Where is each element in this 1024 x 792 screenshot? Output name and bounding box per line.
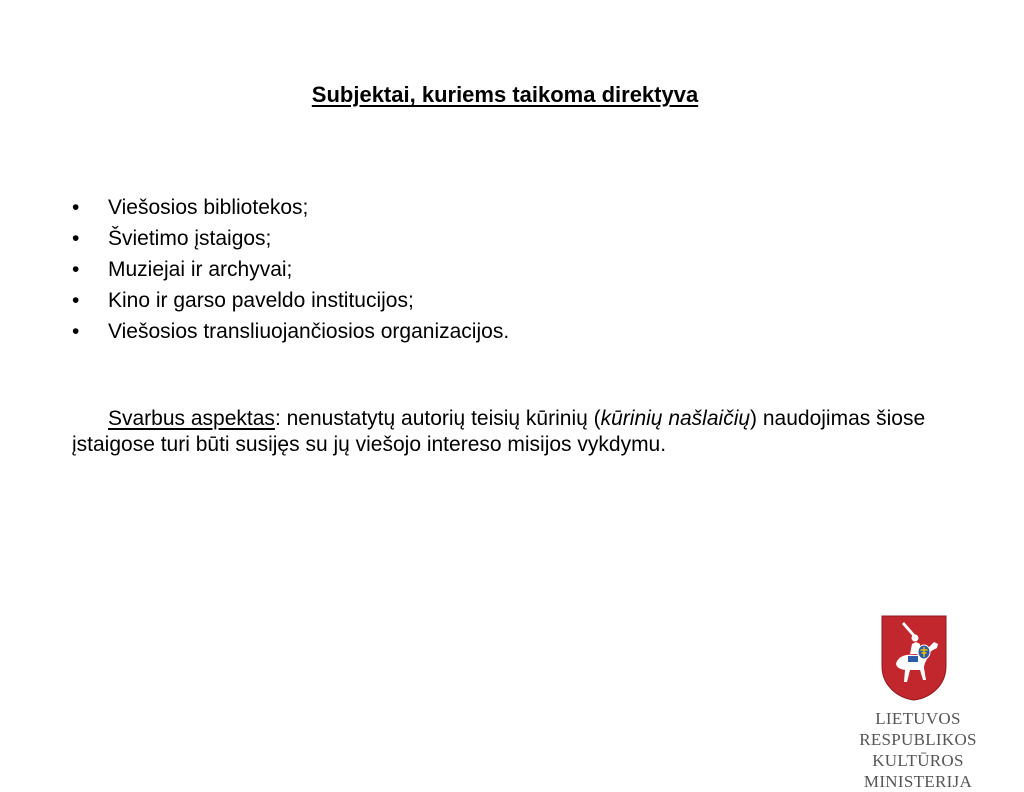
bullet-marker: • [72, 196, 80, 219]
ministry-name-line1: LIETUVOS RESPUBLIKOS [859, 709, 977, 749]
list-item-text: Viešosios transliuojančiosios organizacijos. [108, 320, 510, 343]
list-item [72, 316, 509, 347]
ministry-name-line2: KULTŪROS MINISTERIJA [863, 751, 973, 791]
list-item-text: Kino ir garso paveldo institucijos; [108, 289, 414, 312]
list-item [72, 254, 509, 285]
list-item [72, 192, 509, 223]
paragraph-text-after: ) naudojimas šiose įstaigose turi būti susijęs su jų viešojo intereso misijos vykdymu. [72, 407, 926, 456]
paragraph-text-before: : nenustatytų autorių teisių kūrinių ( [274, 407, 601, 430]
aspect-label: Svarbus aspektas [108, 407, 275, 430]
list-item-text: Viešosios bibliotekos; [108, 196, 309, 219]
slide-title: Subjektai, kuriems taikoma direktyva [311, 82, 699, 107]
list-item [72, 285, 509, 316]
orphan-works-term: kūrinių našlaičių [600, 407, 751, 430]
important-aspect-paragraph [72, 406, 932, 458]
coat-of-arms-icon [880, 614, 948, 702]
list-item-text: Muziejai ir archyvai; [108, 258, 293, 281]
list-item-text: Švietimo įstaigos; [108, 227, 272, 250]
list-item [72, 223, 509, 254]
bullet-marker: • [72, 289, 80, 312]
ministry-name [818, 708, 1018, 792]
bullet-list [72, 192, 509, 347]
ministry-logo [818, 612, 1018, 791]
bullet-marker: • [72, 320, 80, 343]
bullet-marker: • [72, 227, 80, 250]
bullet-marker: • [72, 258, 80, 281]
